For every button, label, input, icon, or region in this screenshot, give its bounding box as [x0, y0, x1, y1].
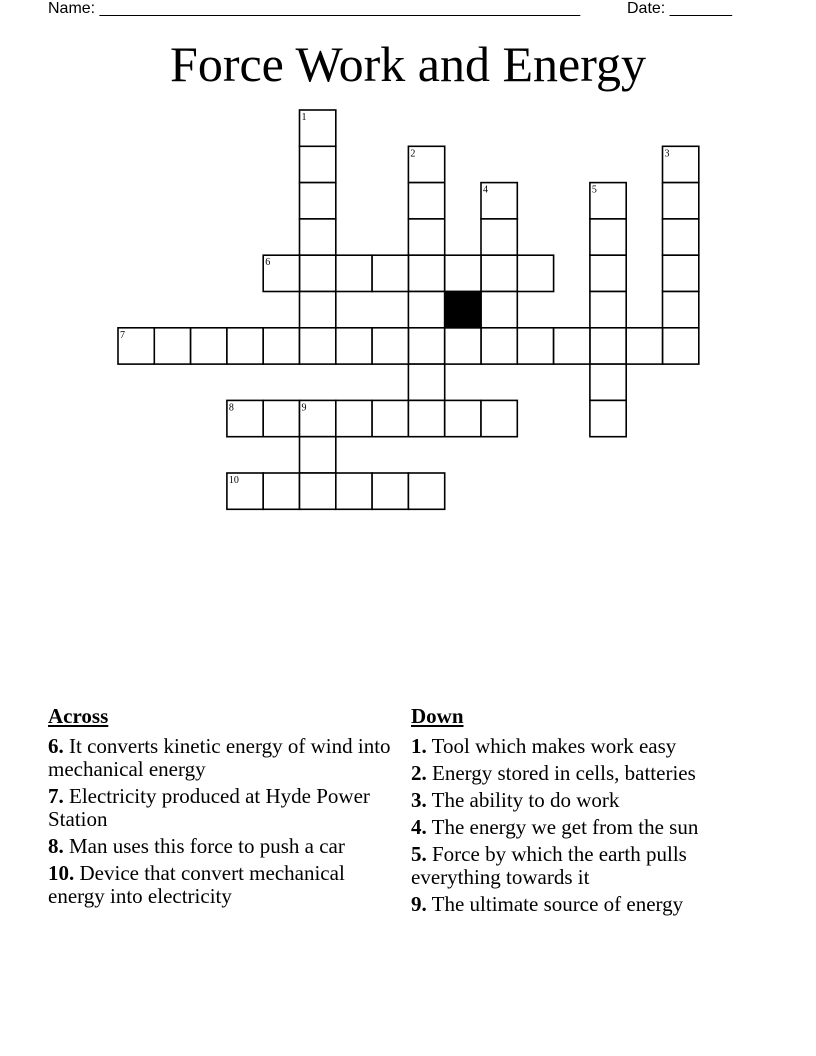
grid-cell[interactable]: [300, 146, 336, 182]
grid-cell[interactable]: [372, 400, 408, 436]
grid-cell[interactable]: [263, 328, 299, 364]
clue-number: 2.: [411, 761, 427, 785]
clue-text: Electricity produced at Hyde Power Station: [48, 784, 370, 831]
grid-cell[interactable]: [300, 328, 336, 364]
clue-number-label: 1: [301, 112, 307, 123]
clue-number: 5.: [411, 842, 427, 866]
across-clue-7: [48, 785, 393, 831]
grid-cell[interactable]: [336, 473, 372, 509]
grid-cell[interactable]: [590, 255, 626, 291]
clue-number-label: 5: [591, 184, 597, 196]
down-clue-4: [411, 816, 751, 839]
grid-cell[interactable]: [372, 473, 408, 509]
clue-number: 7.: [48, 784, 64, 808]
clue-number: 9.: [411, 892, 427, 916]
blocked-cell: [445, 292, 481, 328]
grid-cell[interactable]: [408, 146, 444, 182]
grid-cell[interactable]: [517, 328, 553, 364]
clue-number: 4.: [411, 815, 427, 839]
grid-cell[interactable]: [663, 292, 699, 328]
grid-cell[interactable]: [336, 328, 372, 364]
down-clue-5: [411, 843, 751, 889]
grid-cell[interactable]: [554, 328, 590, 364]
grid-cell[interactable]: [300, 437, 336, 473]
clue-number-label: 2: [410, 148, 416, 160]
grid-cell[interactable]: [263, 255, 299, 291]
down-clue-2: [411, 762, 751, 785]
date-field-label: Date: _______: [627, 0, 732, 17]
grid-cell[interactable]: [663, 146, 699, 182]
clue-number: 3.: [411, 788, 427, 812]
grid-cell[interactable]: [300, 183, 336, 219]
clue-text: The ability to do work: [426, 788, 620, 812]
clue-text: The ultimate source of energy: [426, 892, 684, 916]
grid-cell[interactable]: [408, 292, 444, 328]
grid-cell[interactable]: [481, 328, 517, 364]
grid-cell[interactable]: [663, 328, 699, 364]
grid-cell[interactable]: [227, 473, 263, 509]
clue-number-label: 7: [120, 329, 125, 341]
clue-number-label: 9: [301, 402, 307, 414]
grid-cell[interactable]: [263, 400, 299, 436]
clue-text: It converts kinetic energy of wind into mechanical energy: [48, 734, 391, 781]
grid-cell[interactable]: [481, 400, 517, 436]
grid-cell[interactable]: [663, 183, 699, 219]
clue-text: Energy stored in cells, batteries: [426, 761, 696, 785]
clue-number-label: 6: [265, 257, 271, 269]
grid-cell[interactable]: [300, 292, 336, 328]
grid-cell[interactable]: [481, 219, 517, 255]
grid-cell[interactable]: [191, 328, 227, 364]
clue-text: Force by which the earth pulls everything towards it: [411, 842, 687, 889]
clue-number: 6.: [48, 734, 64, 758]
grid-cell[interactable]: [445, 328, 481, 364]
grid-cell[interactable]: [590, 219, 626, 255]
grid-cell[interactable]: [408, 255, 444, 291]
down-clue-3: [411, 789, 751, 812]
grid-cell[interactable]: [481, 255, 517, 291]
clue-number-label: 3: [664, 148, 670, 160]
grid-cell[interactable]: [481, 183, 517, 219]
clue-text: Tool which makes work easy: [426, 734, 677, 758]
grid-cell[interactable]: [300, 219, 336, 255]
clue-number: 8.: [48, 834, 64, 858]
grid-cell[interactable]: [336, 400, 372, 436]
clue-number-label: 4: [483, 184, 488, 196]
grid-cell[interactable]: [590, 292, 626, 328]
across-clue-6: [48, 735, 393, 781]
clue-number-label: 8: [228, 402, 234, 414]
across-heading: Across: [48, 704, 109, 728]
grid-cell[interactable]: [408, 364, 444, 400]
grid-cell[interactable]: [408, 328, 444, 364]
clue-text: Device that convert mechanical energy into electricity: [48, 861, 345, 908]
clue-text: The energy we get from the sun: [426, 815, 699, 839]
grid-cell[interactable]: [481, 292, 517, 328]
across-clue-8: [48, 835, 393, 858]
header-row: [0, 0, 816, 20]
grid-cell[interactable]: [336, 255, 372, 291]
clue-number-label: 10: [228, 475, 239, 486]
grid-cell[interactable]: [300, 110, 336, 146]
grid-cell[interactable]: [408, 219, 444, 255]
grid-cell[interactable]: [445, 400, 481, 436]
grid-cell[interactable]: [663, 219, 699, 255]
grid-cell[interactable]: [408, 400, 444, 436]
grid-cell[interactable]: [227, 328, 263, 364]
clue-text: Man uses this force to push a car: [63, 834, 345, 858]
grid-cell[interactable]: [227, 400, 263, 436]
grid-cell[interactable]: [408, 183, 444, 219]
down-clues-section: [411, 703, 751, 920]
across-clue-10: [48, 862, 393, 908]
down-clue-9: [411, 893, 751, 916]
grid-cell[interactable]: [590, 328, 626, 364]
grid-cell[interactable]: [154, 328, 190, 364]
down-heading: Down: [411, 704, 464, 728]
grid-cell[interactable]: [663, 255, 699, 291]
grid-cell[interactable]: [372, 328, 408, 364]
grid-cell[interactable]: [263, 473, 299, 509]
grid-cell[interactable]: [300, 400, 336, 436]
grid-cell[interactable]: [408, 473, 444, 509]
grid-cell[interactable]: [300, 473, 336, 509]
grid-cell[interactable]: [445, 255, 481, 291]
down-clue-1: [411, 735, 751, 758]
clue-number: 10.: [48, 861, 75, 885]
grid-cell[interactable]: [372, 255, 408, 291]
grid-cell[interactable]: [517, 255, 553, 291]
name-field-label: Name: ______________________________________________________: [48, 0, 581, 17]
grid-cell[interactable]: [300, 255, 336, 291]
grid-cell[interactable]: [590, 183, 626, 219]
across-clues-section: [48, 703, 393, 912]
grid-cell[interactable]: [590, 400, 626, 436]
grid-cell[interactable]: [590, 364, 626, 400]
clue-number: 1.: [411, 734, 427, 758]
grid-cell[interactable]: [118, 328, 154, 364]
page-title: Force Work and Energy: [170, 36, 646, 92]
grid-cell[interactable]: [626, 328, 662, 364]
